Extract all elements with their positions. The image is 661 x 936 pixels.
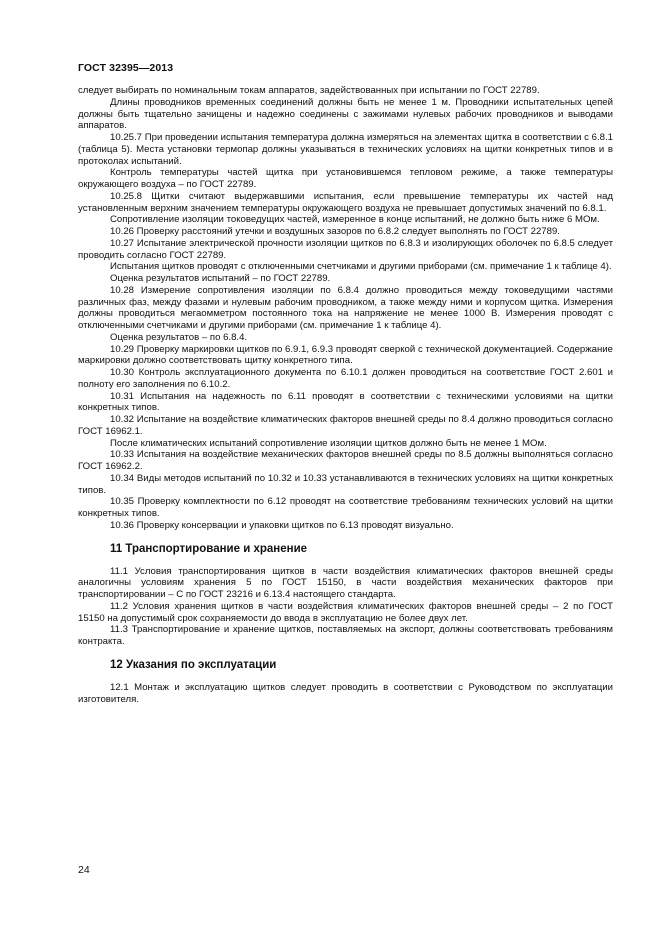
- document-body: [78, 85, 613, 705]
- paragraph: 10.34 Виды методов испытаний по 10.32 и 10.33 устанавливаются в технических условиях на щитки конкретных типов.: [78, 472, 613, 496]
- paragraph: Длины проводников временных соединений должны быть не менее 1 м. Проводники испытательных цепей должны быть тщательно зачищены и надежно соединены с зажимами нулевых рабочих проводников и выводами аппаратов.: [78, 96, 613, 132]
- section-heading-11: 11 Транспортирование и хранение: [110, 542, 308, 555]
- page-number: 24: [78, 864, 90, 876]
- paragraph: 11.1 Условия транспортирования щитков в части воздействия климатических факторов внешней среды аналогичны условиям хранения 5 по ГОСТ 15150, в части воздействия механических факторов при транспортировании – С по ГОСТ 23216 и 6.13.4 настоящего стандарта.: [78, 565, 613, 600]
- paragraph: Контроль температуры частей щитка при установившемся тепловом режиме, а также температуры окружающего воздуха – по ГОСТ 22789.: [78, 167, 613, 190]
- paragraph: 10.35 Проверку комплектности по 6.12 проводят на соответствие требованиям технических условий на щитки конкретных типов.: [78, 496, 613, 519]
- paragraph: 10.33 Испытания на воздействие механических факторов внешней среды по 8.5 должны выполняться согласно ГОСТ 16962.2.: [78, 449, 613, 472]
- paragraph: 10.36 Проверку консервации и упаковки щитков по 6.13 проводят визуально.: [110, 519, 454, 531]
- paragraph: 11.3 Транспортирование и хранение щитков, поставляемых на экспорт, должны соответствовать требованиям контракта.: [78, 624, 613, 647]
- document-header: ГОСТ 32395—2013: [78, 62, 174, 74]
- paragraph: 10.30 Контроль эксплуатационного документа по 6.10.1 должен проводиться на соответствие ГОСТ 2.601 и полноту его заполнения по 6.10.2.: [78, 367, 613, 390]
- paragraph: Оценка результатов – по 6.8.4.: [110, 331, 248, 343]
- paragraph: 10.25.8 Щитки считают выдержавшими испытания, если превышение температуры их частей над установленным верхним значением температуры окружающего воздуха не превышает допустимых значений по 6.8.1.: [78, 190, 613, 214]
- paragraph: 10.26 Проверку расстояний утечки и воздушных зазоров по 6.8.2 следует выполнять по ГОСТ 22789.: [110, 226, 560, 237]
- paragraph: 12.1 Монтаж и эксплуатацию щитков следует проводить в соответствии с Руководством по эксплуатации изготовителя.: [78, 681, 613, 705]
- paragraph: 10.28 Измерение сопротивления изоляции по 6.8.4 должно проводиться между токоведущими частями различных фаз, между фазами и нулевым рабочим проводником, а также между ними и корпусом щитка. Измерения должны проводиться мегаомметром постоянного тока на напряжение не менее 1000 В. Измерения проводят с отключенными счетчиками и другими приборами (см. примечание 1 к таблице 4).: [78, 284, 613, 331]
- paragraph: 10.25.7 При проведении испытания температура должна измеряться на элементах щитка в соответствии с 6.8.1 (таблица 5). Места установки термопар должны указываться в технических условиях на щитки конкретных типов и в протоколах испытаний.: [78, 132, 613, 167]
- paragraph: 10.31 Испытания на надежность по 6.11 проводят в соответствии с техническими условиями на щитки конкретных типов.: [78, 390, 613, 414]
- paragraph: 10.27 Испытание электрической прочности изоляции щитков по 6.8.3 и изолирующих оболочек по 6.8.5 следует проводить согласно ГОСТ 22789.: [78, 237, 613, 261]
- paragraph: 11.2 Условия хранения щитков в части воздействия климатических факторов внешней среды – 2 по ГОСТ 15150 на допустимый срок сохраняемости до ввода в эксплуатацию не более двух лет.: [78, 600, 613, 624]
- paragraph: Испытания щитков проводят с отключенными счетчиками и другими приборами (см. примечание 1 к таблице 4).: [110, 261, 612, 273]
- paragraph: Сопротивление изоляции токоведущих частей, измеренное в конце испытаний, не должно быть ниже 6 МОм.: [110, 214, 600, 226]
- paragraph: 10.29 Проверку маркировки щитков по 6.9.1, 6.9.3 проводят сверкой с технической документацией. Содержание маркировки должно соответствовать щитку конкретного типа.: [78, 343, 613, 367]
- section-heading-12: 12 Указания по эксплуатации: [110, 658, 277, 671]
- paragraph: Оценка результатов испытаний – по ГОСТ 22789.: [110, 273, 331, 284]
- paragraph: следует выбирать по номинальным токам аппаратов, задействованных при испытании по ГОСТ 22789.: [78, 85, 540, 96]
- paragraph: После климатических испытаний сопротивление изоляции щитков должно быть не менее 1 МОм.: [110, 437, 547, 449]
- paragraph: 10.32 Испытание на воздействие климатических факторов внешней среды по 8.4 должно проводиться согласно ГОСТ 16962.1.: [78, 414, 613, 437]
